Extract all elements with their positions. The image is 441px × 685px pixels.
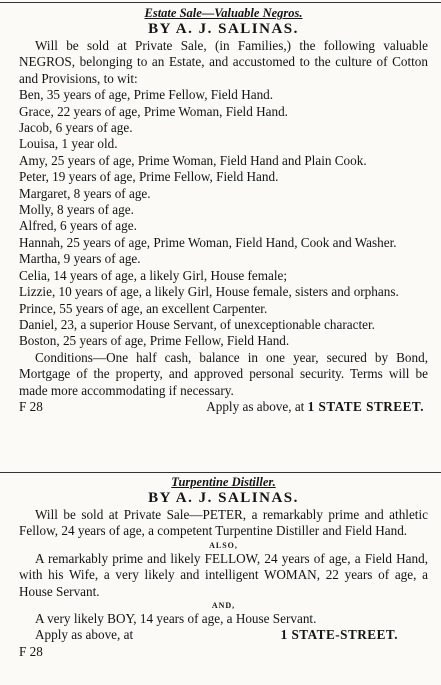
- list-item: Alfred, 6 years of age.: [19, 218, 137, 234]
- ad2-and-separator: AND,: [211, 601, 236, 611]
- divider-rule: [0, 472, 441, 473]
- list-item: Boston, 25 years of age, Prime Fellow, Field Hand.: [19, 333, 290, 349]
- ad1-intro: Will be sold at Private Sale, (in Families,) the following valuable NEGROS, belonging to an Estate, and accustomed to the culture of Cotton and Provisions, to wit:: [19, 38, 428, 86]
- ad1-byline: BY A. J. SALINAS.: [148, 21, 299, 37]
- ad1-heading: Estate Sale—Valuable Negros.: [144, 6, 303, 20]
- ad2-also-separator: ALSO,: [209, 540, 238, 550]
- ad2-apply-line: [19, 627, 428, 643]
- ad2-byline: BY A. J. SALINAS.: [148, 490, 299, 506]
- list-item: Grace, 22 years of age, Prime Woman, Field Hand.: [19, 103, 288, 119]
- ad2-apply-text: Apply as above, at: [35, 627, 134, 643]
- list-item: Molly, 8 years of age.: [19, 202, 134, 218]
- ad1-entry-list: [19, 87, 428, 350]
- ad1-apply-text: Apply as above, at: [206, 398, 305, 414]
- list-item: Martha, 9 years of age.: [19, 251, 141, 267]
- turpentine-distiller-advertisement: [0, 475, 441, 660]
- ad1-address: 1 STATE STREET.: [307, 398, 424, 414]
- list-item: Daniel, 23, a superior House Servant, of unexceptionable character.: [19, 316, 375, 332]
- ad2-paragraph-2: A remarkably prime and likely FELLOW, 24 years of age, a Field Hand, with his Wife, a very likely and intelligent WOMAN, 22 years of age, a House Servant.: [19, 550, 428, 599]
- ad1-footer: [19, 399, 428, 415]
- ad2-paragraph-3: A very likely BOY, 14 years of age, a House Servant.: [35, 611, 317, 627]
- list-item: Jacob, 6 years of age.: [19, 120, 133, 136]
- list-item: Hannah, 25 years of age, Prime Woman, Field Hand, Cook and Washer.: [19, 234, 397, 250]
- estate-sale-advertisement: [0, 6, 441, 415]
- ad2-date: F 28: [19, 643, 43, 659]
- ad1-date: F 28: [19, 398, 43, 414]
- list-item: Peter, 19 years of age, Prime Fellow, Field Hand.: [19, 169, 279, 185]
- list-item: Celia, 14 years of age, a likely Girl, House female;: [19, 267, 288, 283]
- list-item: Ben, 35 years of age, Prime Fellow, Field Hand.: [19, 87, 274, 103]
- list-item: Louisa, 1 year old.: [19, 136, 118, 152]
- ad2-heading: Turpentine Distiller.: [171, 475, 276, 489]
- list-item: Prince, 55 years of age, an excellent Carpenter.: [19, 300, 268, 316]
- ad2-intro: Will be sold at Private Sale—PETER, a remarkably prime and athletic Fellow, 24 years of age, a competent Turpentine Distiller and Field Hand.: [19, 507, 428, 539]
- list-item: Lizzie, 10 years of age, a likely Girl, House female, sisters and orphans.: [19, 284, 399, 300]
- ad2-address: 1 STATE-STREET.: [280, 627, 398, 643]
- list-item: Margaret, 8 years of age.: [19, 185, 151, 201]
- top-rule: [0, 2, 441, 3]
- list-item: Amy, 25 years of age, Prime Woman, Field Hand and Plain Cook.: [19, 152, 367, 168]
- ad1-apply-group: [206, 399, 424, 415]
- ad1-conditions: Conditions—One half cash, balance in one year, secured by Bond, Mortgage of the property, and approved personal security. Terms will be made more accommodating if necessary.: [19, 349, 428, 398]
